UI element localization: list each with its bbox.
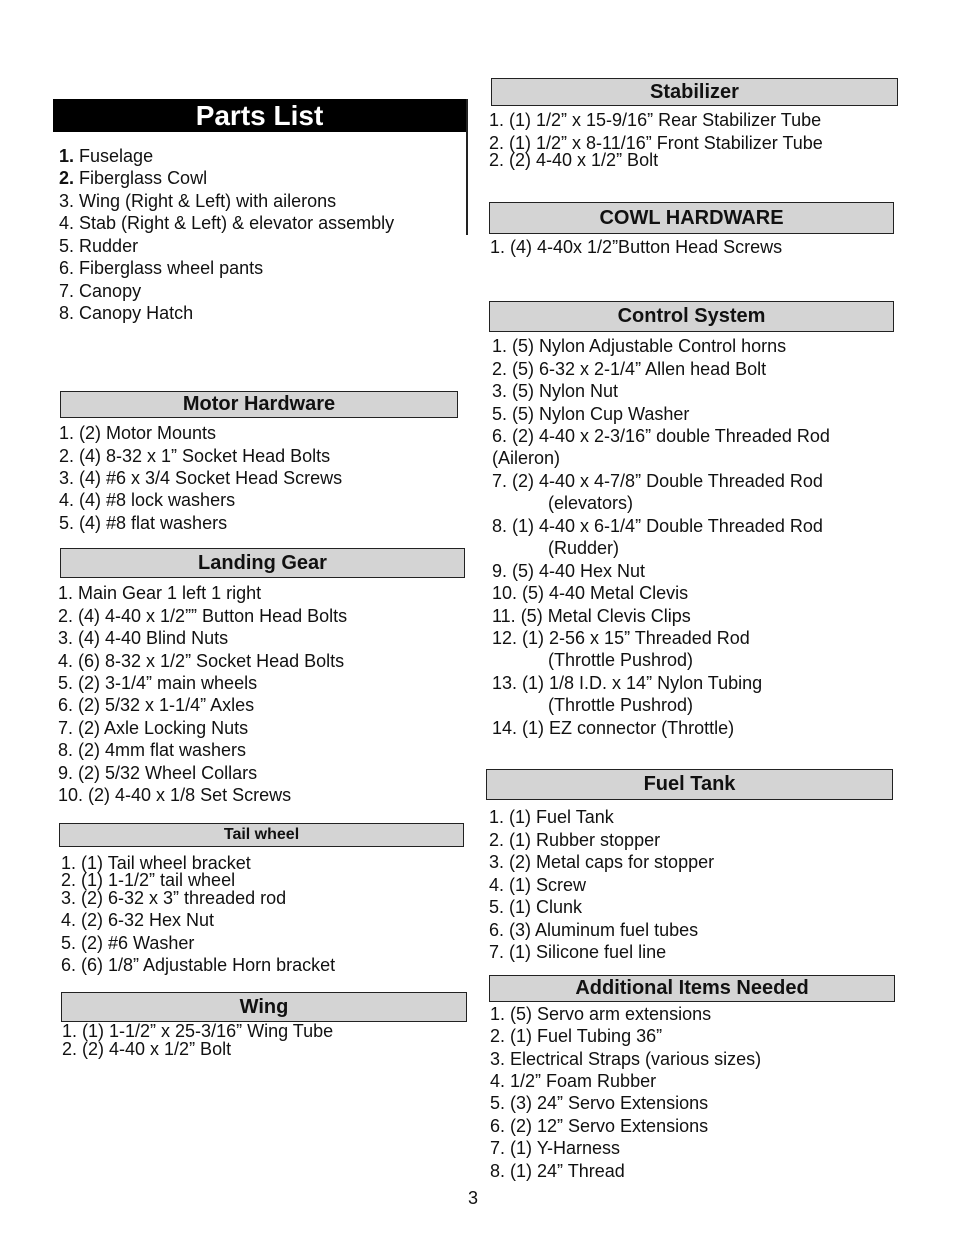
additional-item: 6. (2) 12” Servo Extensions <box>490 1116 709 1136</box>
fuel-tank-item: 5. (1) Clunk <box>489 897 583 917</box>
landing-gear-item: 9. (2) 5/32 Wheel Collars <box>58 763 258 783</box>
control-system-item-cont: (Aileron) <box>492 448 561 468</box>
additional-item: 3. Electrical Straps (various sizes) <box>490 1049 762 1069</box>
control-system-item: 14. (1) EZ connector (Throttle) <box>492 718 735 738</box>
main-part-item: 7. Canopy <box>59 281 142 301</box>
main-part-item: 4. Stab (Right & Left) & elevator assembly <box>59 213 395 233</box>
control-system-item-cont: (Throttle Pushrod) <box>548 650 694 670</box>
control-system-item: 12. (1) 2-56 x 15” Threaded Rod <box>492 628 750 648</box>
title-divider <box>466 99 468 235</box>
control-system-item-cont: (Rudder) <box>548 538 620 558</box>
fuel-tank-item: 4. (1) Screw <box>489 875 587 895</box>
control-system-item: 11. (5) Metal Clevis Clips <box>492 606 691 626</box>
control-system-item: 2. (5) 6-32 x 2-1/4” Allen head Bolt <box>492 359 767 379</box>
fuel-tank-item: 2. (1) Rubber stopper <box>489 830 661 850</box>
motor-hardware-item: 2. (4) 8-32 x 1” Socket Head Bolts <box>59 446 331 466</box>
motor-hardware-header: Motor Hardware <box>60 391 458 418</box>
additional-item: 5. (3) 24” Servo Extensions <box>490 1093 709 1113</box>
additional-item: 7. (1) Y-Harness <box>490 1138 621 1158</box>
motor-hardware-item: 4. (4) #8 lock washers <box>59 490 236 510</box>
tail-wheel-item: 6. (6) 1/8” Adjustable Horn bracket <box>61 955 336 975</box>
control-system-item: 5. (5) Nylon Cup Washer <box>492 404 690 424</box>
landing-gear-item: 2. (4) 4-40 x 1/2”” Button Head Bolts <box>58 606 348 626</box>
main-part-item: 3. Wing (Right & Left) with ailerons <box>59 191 337 211</box>
additional-items-header: Additional Items Needed <box>489 975 895 1002</box>
additional-item: 1. (5) Servo arm extensions <box>490 1004 712 1024</box>
additional-item: 8. (1) 24” Thread <box>490 1161 625 1181</box>
control-system-item: 1. (5) Nylon Adjustable Control horns <box>492 336 787 356</box>
stabilizer-header: Stabilizer <box>491 78 898 106</box>
wing-header: Wing <box>61 992 467 1022</box>
tail-wheel-item: 5. (2) #6 Washer <box>61 933 195 953</box>
control-system-item: 9. (5) 4-40 Hex Nut <box>492 561 646 581</box>
control-system-item: 7. (2) 4-40 x 4-7/8” Double Threaded Rod <box>492 471 823 491</box>
main-part-item: 5. Rudder <box>59 236 139 256</box>
control-system-item: 6. (2) 4-40 x 2-3/16” double Threaded Rod <box>492 426 830 446</box>
motor-hardware-item: 3. (4) #6 x 3/4 Socket Head Screws <box>59 468 343 488</box>
page-title: Parts List <box>53 99 466 132</box>
fuel-tank-item: 7. (1) Silicone fuel line <box>489 942 667 962</box>
fuel-tank-header: Fuel Tank <box>486 769 893 800</box>
cowl-hardware-item: 1. (4) 4-40x 1/2”Button Head Screws <box>490 237 783 257</box>
control-system-item: 10. (5) 4-40 Metal Clevis <box>492 583 689 603</box>
page-number: 3 <box>468 1188 479 1208</box>
landing-gear-item: 6. (2) 5/32 x 1-1/4” Axles <box>58 695 255 715</box>
control-system-item-cont: (Throttle Pushrod) <box>548 695 694 715</box>
tail-wheel-item: 2. (1) 1-1/2” tail wheel <box>61 870 236 890</box>
stabilizer-item: 2. (1) 1/2” x 8-11/16” Front Stabilizer Tube <box>489 133 823 153</box>
main-part-item: 8. Canopy Hatch <box>59 303 194 323</box>
fuel-tank-item: 3. (2) Metal caps for stopper <box>489 852 715 872</box>
wing-item: 2. (2) 4-40 x 1/2” Bolt <box>62 1039 232 1059</box>
motor-hardware-item: 1. (2) Motor Mounts <box>59 423 217 443</box>
landing-gear-item: 10. (2) 4-40 x 1/8 Set Screws <box>58 785 292 805</box>
tail-wheel-item: 4. (2) 6-32 Hex Nut <box>61 910 215 930</box>
landing-gear-item: 4. (6) 8-32 x 1/2” Socket Head Bolts <box>58 651 345 671</box>
main-part-item: 1. Fuselage <box>59 146 154 166</box>
additional-item: 2. (1) Fuel Tubing 36” <box>490 1026 663 1046</box>
stabilizer-item: 2. (2) 4-40 x 1/2” Bolt <box>489 150 659 170</box>
control-system-item-cont: (elevators) <box>548 493 634 513</box>
landing-gear-item: 3. (4) 4-40 Blind Nuts <box>58 628 229 648</box>
fuel-tank-item: 6. (3) Aluminum fuel tubes <box>489 920 699 940</box>
control-system-header: Control System <box>489 301 894 332</box>
control-system-item: 13. (1) 1/8 I.D. x 14” Nylon Tubing <box>492 673 763 693</box>
landing-gear-item: 7. (2) Axle Locking Nuts <box>58 718 249 738</box>
fuel-tank-item: 1. (1) Fuel Tank <box>489 807 614 827</box>
cowl-hardware-header: COWL HARDWARE <box>489 202 894 234</box>
main-part-item: 2. Fiberglass Cowl <box>59 168 208 188</box>
landing-gear-item: 5. (2) 3-1/4” main wheels <box>58 673 258 693</box>
landing-gear-item: 8. (2) 4mm flat washers <box>58 740 247 760</box>
landing-gear-item: 1. Main Gear 1 left 1 right <box>58 583 262 603</box>
main-part-item: 6. Fiberglass wheel pants <box>59 258 264 278</box>
motor-hardware-item: 5. (4) #8 flat washers <box>59 513 228 533</box>
landing-gear-header: Landing Gear <box>60 548 465 578</box>
tail-wheel-item: 1. (1) Tail wheel bracket <box>61 853 251 873</box>
additional-item: 4. 1/2” Foam Rubber <box>490 1071 657 1091</box>
tail-wheel-header: Tail wheel <box>59 823 464 847</box>
stabilizer-item: 1. (1) 1/2” x 15-9/16” Rear Stabilizer Tube <box>489 110 822 130</box>
control-system-item: 3. (5) Nylon Nut <box>492 381 619 401</box>
wing-item: 1. (1) 1-1/2” x 25-3/16” Wing Tube <box>62 1021 334 1041</box>
tail-wheel-item: 3. (2) 6-32 x 3” threaded rod <box>61 888 287 908</box>
control-system-item: 8. (1) 4-40 x 6-1/4” Double Threaded Rod <box>492 516 823 536</box>
